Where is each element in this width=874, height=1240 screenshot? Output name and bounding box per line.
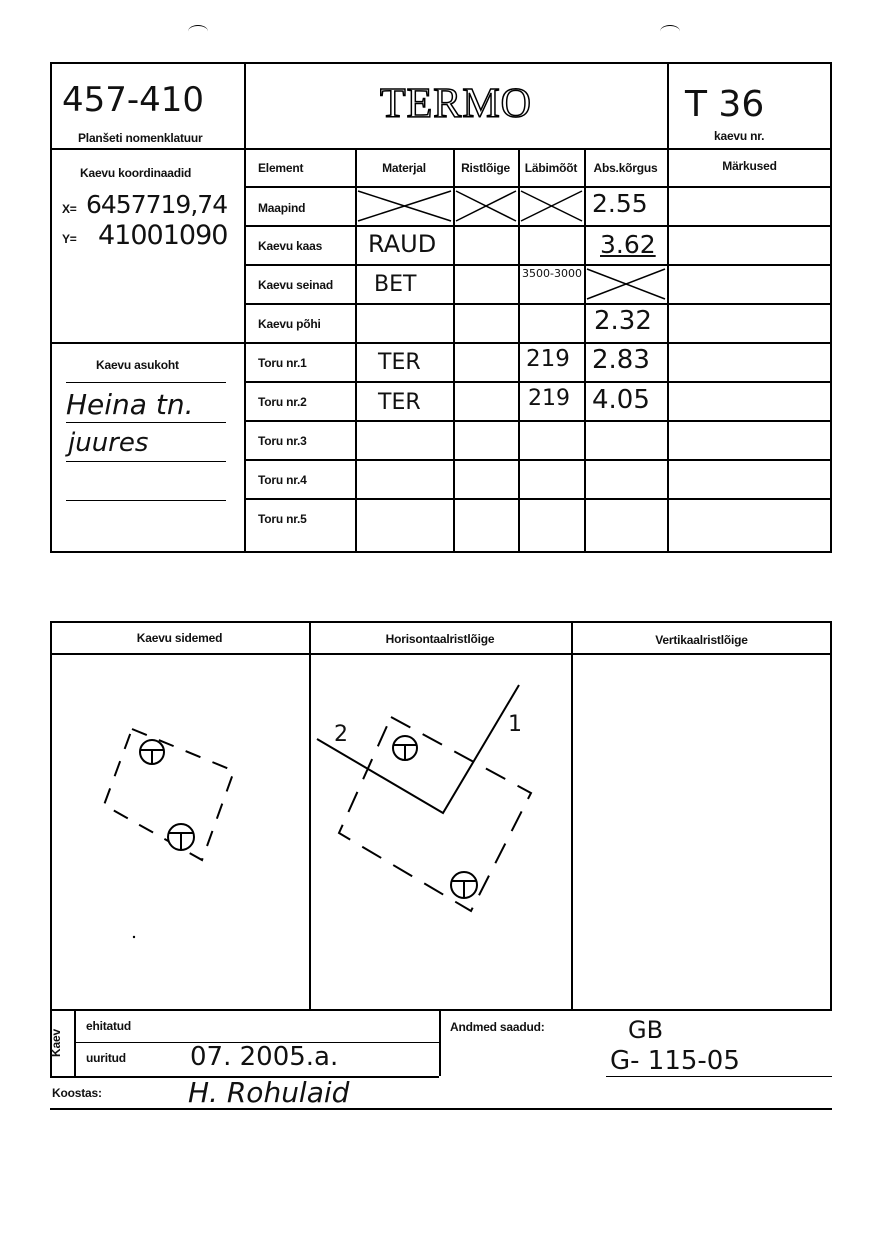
abs-height-value: 2.32: [594, 306, 652, 336]
row-label: Kaevu seinad: [258, 278, 333, 292]
corner-mark-icon: [188, 25, 208, 38]
manhole-t-icon: [168, 824, 194, 850]
sketch-header-connections: Kaevu sidemed: [136, 631, 223, 645]
horizontal-section-sketch: [311, 655, 569, 1009]
y-coordinate-value: 41001090: [98, 220, 228, 251]
well-connections-sketch: [52, 655, 308, 1009]
col-header-cross-section: Ristlõige: [461, 161, 510, 175]
surveyed-value: 07. 2005.a.: [190, 1042, 339, 1072]
col-header-material: Materjal: [382, 161, 426, 175]
data-source-value-1: GB: [628, 1016, 664, 1044]
col-header-abs-height: Abs.kõrgus: [593, 161, 658, 175]
diameter-value: 219: [526, 346, 570, 372]
data-source-label: Andmed saadud:: [450, 1020, 545, 1034]
abs-height-value: 3.62: [600, 230, 656, 259]
pipe-label-1: 1: [508, 712, 522, 737]
row-label: Toru nr.5: [258, 512, 307, 526]
y-coordinate-label: Y=: [62, 232, 77, 246]
material-value: TER: [378, 350, 421, 375]
col-header-element: Element: [258, 161, 304, 175]
diameter-value: 219: [528, 386, 570, 411]
sketch-header-vertical: Vertikaalristlõige: [655, 633, 748, 647]
manhole-t-icon: [451, 872, 477, 898]
location-label: Kaevu asukoht: [96, 358, 179, 372]
col-header-diameter: Läbimõõt: [524, 161, 578, 175]
row-label: Toru nr.3: [258, 434, 307, 448]
row-label: Kaevu põhi: [258, 317, 321, 331]
form-title: TERMO: [380, 81, 532, 127]
cross-out-icon: [519, 187, 584, 225]
built-label: ehitatud: [86, 1019, 132, 1033]
cross-out-icon: [585, 265, 667, 303]
x-coordinate-label: X=: [62, 202, 77, 216]
abs-height-value: 2.55: [592, 189, 648, 218]
manhole-t-icon: [140, 740, 164, 764]
data-source-value-2: G- 115-05: [610, 1046, 740, 1076]
col-header-notes: Märkused: [722, 159, 777, 173]
sheet-nomenclature-label: Planšeti nomenklatuur: [78, 131, 203, 145]
surveyed-label: uuritud: [86, 1051, 126, 1065]
x-coordinate-value: 6457719,74: [86, 190, 228, 219]
well-vertical-label: Kaev: [48, 1029, 63, 1057]
pipe-label-2: 2: [334, 722, 348, 747]
location-line-2: juures: [68, 428, 149, 458]
sheet-nomenclature-value: 457-410: [62, 80, 205, 120]
well-number-value: T 36: [685, 84, 765, 125]
location-line-1: Heina tn.: [66, 388, 194, 421]
manhole-t-icon: [393, 736, 417, 760]
abs-height-value: 2.83: [592, 345, 650, 375]
abs-height-value: 4.05: [592, 385, 650, 415]
cross-out-icon: [356, 187, 453, 225]
corner-mark-icon: [660, 25, 680, 38]
row-label: Toru nr.1: [258, 356, 307, 370]
material-value: RAUD: [368, 230, 437, 258]
compiled-label: Koostas:: [52, 1086, 102, 1100]
row-label: Toru nr.2: [258, 395, 307, 409]
material-value: BET: [374, 272, 417, 297]
well-number-label: kaevu nr.: [714, 129, 765, 143]
sketch-header-horizontal: Horisontaalristlõige: [385, 632, 495, 646]
row-label: Kaevu kaas: [258, 239, 323, 253]
coordinates-label: Kaevu koordinaadid: [80, 166, 192, 180]
diameter-value: 3500-3000: [522, 267, 582, 280]
material-value: TER: [378, 390, 421, 415]
row-label: Maapind: [258, 201, 306, 215]
row-label: Toru nr.4: [258, 473, 307, 487]
cross-out-icon: [454, 187, 518, 225]
compiled-value: H. Rohulaid: [188, 1076, 350, 1109]
